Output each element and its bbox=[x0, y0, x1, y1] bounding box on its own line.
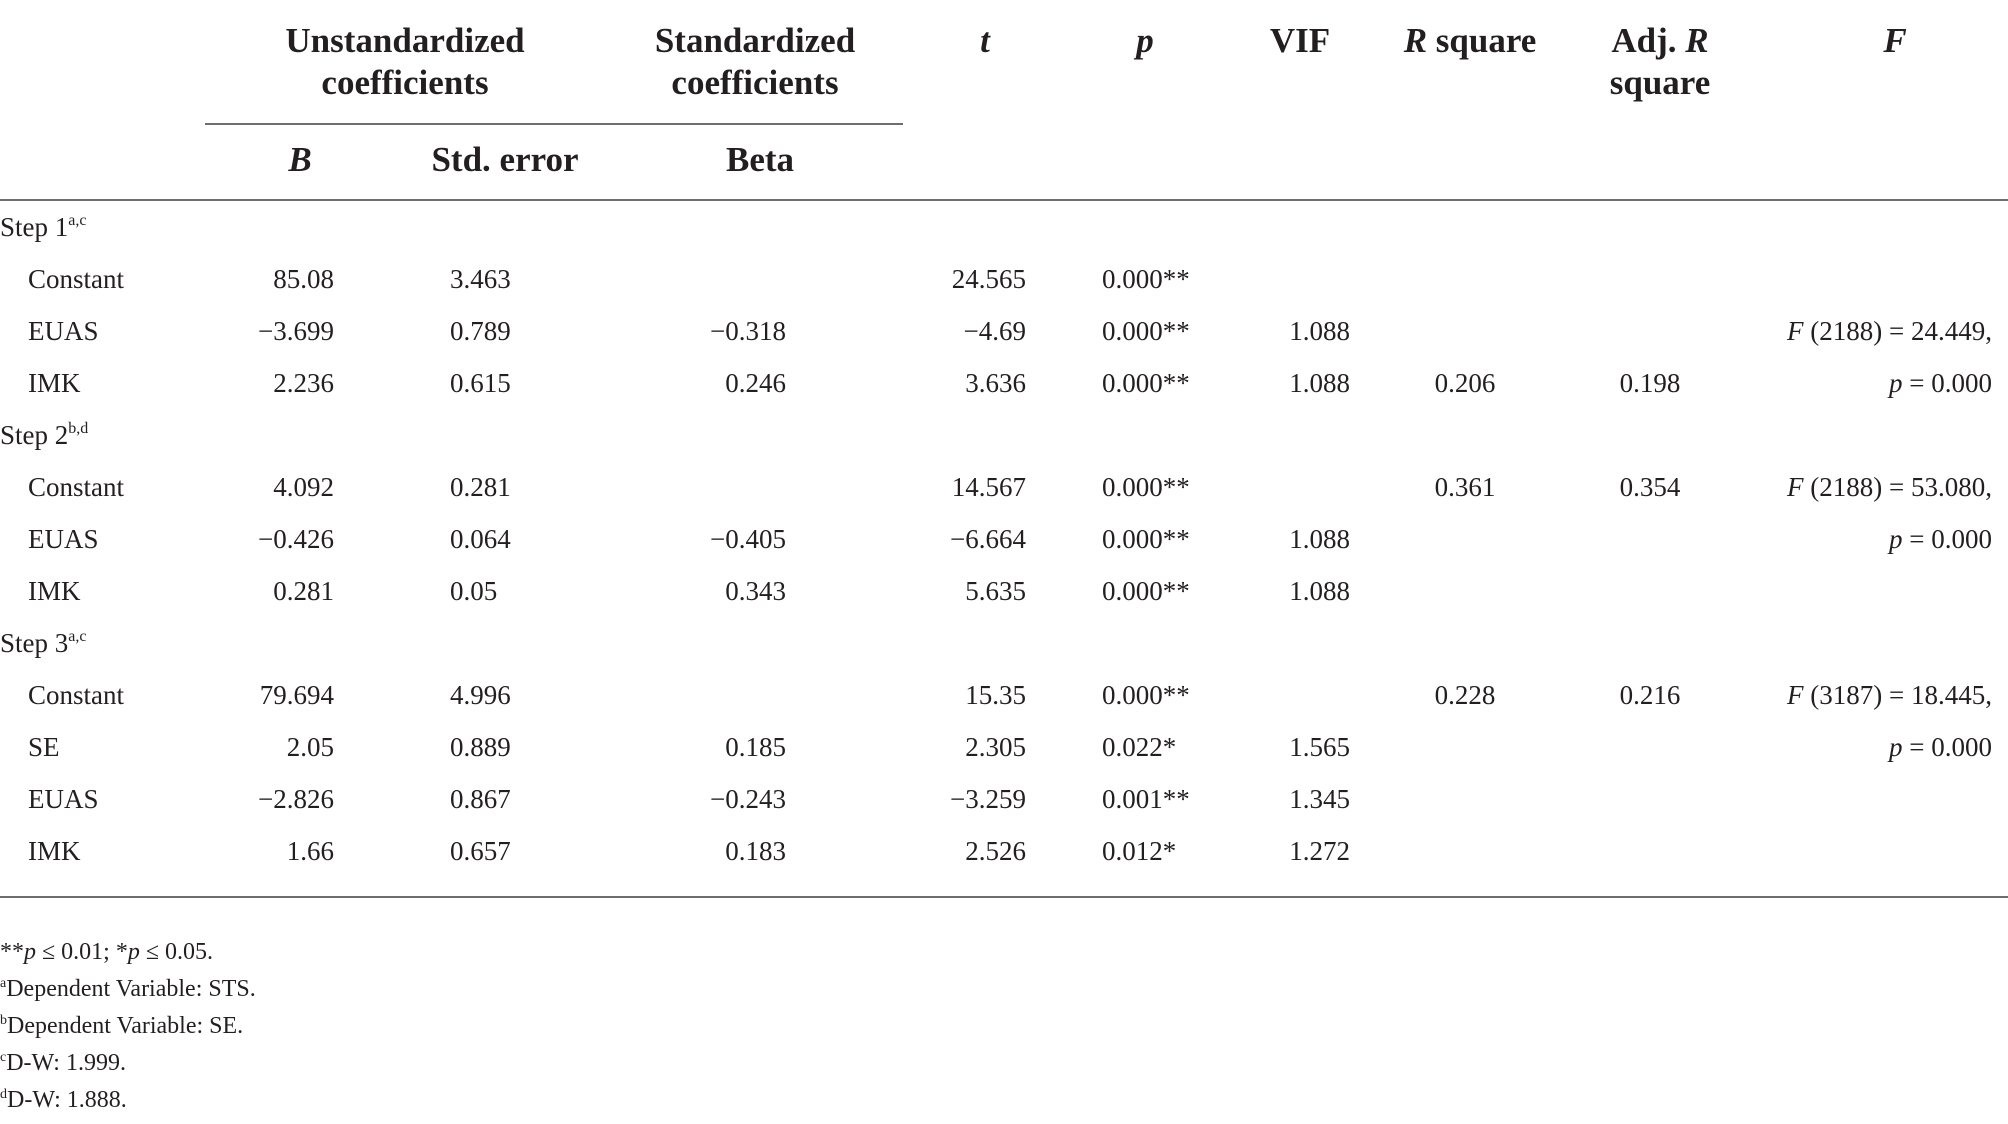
header-adj-line2: square bbox=[1609, 63, 1711, 102]
table-cell-beta: 0.183 bbox=[725, 836, 786, 866]
table-cell-beta: −0.243 bbox=[710, 784, 786, 814]
table-cell-t: −3.259 bbox=[950, 784, 1026, 814]
header-adj-r-square bbox=[1570, 20, 1750, 104]
table-cell-se: 0.889 bbox=[450, 732, 511, 762]
table-cell-se: 0.05 bbox=[450, 576, 498, 606]
table-cell-var: IMK bbox=[28, 576, 81, 606]
table-cell-f bbox=[1787, 470, 1992, 504]
header-f: F bbox=[1883, 21, 1907, 60]
table-cell-var: Constant bbox=[28, 472, 125, 502]
footnote-b: $^b$Dependent Variable: SE. bbox=[0, 1013, 244, 1039]
step-label-text: Step 2 bbox=[0, 420, 69, 450]
step-label-superscript: b,d bbox=[68, 420, 89, 437]
footnote-d: $^d$D-W: 1.888. bbox=[0, 1087, 127, 1113]
table-cell-var: IMK bbox=[28, 368, 81, 398]
table-cell-vif: 1.088 bbox=[1289, 368, 1350, 398]
table-cell-p: 0.000** bbox=[1102, 576, 1190, 606]
f-symbol: F bbox=[1787, 680, 1804, 710]
table-cell-p: 0.000** bbox=[1102, 680, 1190, 710]
table-cell-se: 0.657 bbox=[450, 836, 511, 866]
table-cell-b: 4.092 bbox=[273, 472, 334, 502]
table-cell-vif: 1.345 bbox=[1289, 784, 1350, 814]
table-cell-se: 0.789 bbox=[450, 316, 511, 346]
table-cell-var: SE bbox=[28, 732, 60, 762]
header-bottom-rule bbox=[0, 199, 2008, 201]
header-p: p bbox=[1136, 21, 1154, 60]
table-cell-beta: 0.246 bbox=[725, 368, 786, 398]
f-value: = 0.000 bbox=[1902, 368, 1992, 398]
step-label bbox=[0, 210, 86, 244]
step-label-superscript: a,c bbox=[68, 628, 87, 645]
table-cell-vif: 1.272 bbox=[1289, 836, 1350, 866]
header-adj-r: R bbox=[1685, 21, 1709, 60]
step-label-text: Step 3 bbox=[0, 628, 69, 658]
table-cell-se: 0.867 bbox=[450, 784, 511, 814]
table-cell-t: 24.565 bbox=[951, 264, 1026, 294]
table-cell-t: −6.664 bbox=[950, 524, 1026, 554]
table-cell-p: 0.001** bbox=[1102, 784, 1190, 814]
table-cell-var: Constant bbox=[28, 680, 125, 710]
table-cell-var: EUAS bbox=[28, 524, 99, 554]
group-header-rule bbox=[205, 123, 903, 125]
table-bottom-rule bbox=[0, 896, 2008, 898]
table-cell-f bbox=[1889, 730, 1992, 764]
header-vif: VIF bbox=[1269, 21, 1331, 60]
table-cell-adj: 0.198 bbox=[1619, 368, 1681, 398]
table-cell-b: 2.05 bbox=[286, 732, 334, 762]
header-standardized-coefficients: Standardized coefficients bbox=[654, 21, 856, 102]
table-cell-rsq: 0.206 bbox=[1434, 368, 1496, 398]
table-cell-b: 79.694 bbox=[259, 680, 334, 710]
table-cell-f bbox=[1787, 314, 1992, 348]
table-cell-se: 4.996 bbox=[450, 680, 511, 710]
table-cell-vif: 1.088 bbox=[1289, 524, 1350, 554]
f-value: (2188) = 53.080, bbox=[1803, 472, 1992, 502]
table-cell-beta: 0.185 bbox=[725, 732, 786, 762]
table-cell-adj: 0.354 bbox=[1619, 472, 1681, 502]
table-cell-var: IMK bbox=[28, 836, 81, 866]
header-r-square-text: square bbox=[1427, 21, 1537, 60]
table-cell-adj: 0.216 bbox=[1619, 680, 1681, 710]
table-cell-b: −3.699 bbox=[258, 316, 334, 346]
table-cell-b: 85.08 bbox=[273, 264, 334, 294]
table-cell-se: 3.463 bbox=[450, 264, 511, 294]
table-cell-f bbox=[1787, 678, 1992, 712]
table-cell-rsq: 0.228 bbox=[1434, 680, 1496, 710]
step-label-superscript: a,c bbox=[68, 212, 87, 229]
f-symbol: p bbox=[1889, 524, 1903, 554]
table-cell-t: 2.526 bbox=[965, 836, 1026, 866]
table-cell-se: 0.064 bbox=[450, 524, 511, 554]
header-t: t bbox=[980, 21, 990, 60]
header-r-square-r: R bbox=[1403, 21, 1428, 60]
table-cell-rsq: 0.361 bbox=[1434, 472, 1496, 502]
table-cell-vif: 1.088 bbox=[1289, 316, 1350, 346]
table-cell-b: 2.236 bbox=[273, 368, 334, 398]
table-cell-p: 0.012* bbox=[1102, 836, 1177, 866]
table-cell-vif: 1.565 bbox=[1289, 732, 1350, 762]
table-cell-b: 1.66 bbox=[286, 836, 334, 866]
f-value: = 0.000 bbox=[1902, 732, 1992, 762]
table-cell-p: 0.022* bbox=[1102, 732, 1177, 762]
table-cell-t: 2.305 bbox=[965, 732, 1026, 762]
footnote-c: $^c$D-W: 1.999. bbox=[0, 1050, 126, 1076]
table-cell-p: 0.000** bbox=[1102, 368, 1190, 398]
subheader-std-error: Std. error bbox=[431, 140, 579, 179]
header-adj-prefix: Adj. bbox=[1611, 21, 1686, 60]
table-cell-t: 15.35 bbox=[965, 680, 1026, 710]
footnote-significance: **p ≤ 0.01; *p ≤ 0.05. bbox=[0, 939, 214, 965]
table-cell-f bbox=[1889, 366, 1992, 400]
table-cell-b: −0.426 bbox=[258, 524, 334, 554]
table-cell-p: 0.000** bbox=[1102, 472, 1190, 502]
header-r-square bbox=[1380, 20, 1560, 62]
table-cell-f bbox=[1889, 522, 1992, 556]
table-cell-var: Constant bbox=[28, 264, 125, 294]
table-cell-p: 0.000** bbox=[1102, 524, 1190, 554]
table-cell-t: −4.69 bbox=[963, 316, 1026, 346]
table-cell-p: 0.000** bbox=[1102, 264, 1190, 294]
table-cell-p: 0.000** bbox=[1102, 316, 1190, 346]
table-cell-b: −2.826 bbox=[258, 784, 334, 814]
table-cell-t: 5.635 bbox=[965, 576, 1026, 606]
subheader-b: B bbox=[288, 140, 312, 179]
table-cell-var: EUAS bbox=[28, 316, 99, 346]
f-symbol: p bbox=[1889, 368, 1903, 398]
table-cell-beta: 0.343 bbox=[725, 576, 786, 606]
f-symbol: F bbox=[1787, 316, 1804, 346]
footnote-a: $^a$Dependent Variable: STS. bbox=[0, 976, 256, 1002]
table-cell-se: 0.281 bbox=[450, 472, 511, 502]
table-cell-var: EUAS bbox=[28, 784, 99, 814]
step-label bbox=[0, 626, 86, 660]
step-label bbox=[0, 418, 88, 452]
f-value: (3187) = 18.445, bbox=[1803, 680, 1992, 710]
step-label-text: Step 1 bbox=[0, 212, 69, 242]
table-cell-b: 0.281 bbox=[273, 576, 334, 606]
table-cell-beta: −0.405 bbox=[710, 524, 786, 554]
table-cell-vif: 1.088 bbox=[1289, 576, 1350, 606]
table-cell-beta: −0.318 bbox=[710, 316, 786, 346]
table-cell-se: 0.615 bbox=[450, 368, 511, 398]
f-symbol: p bbox=[1889, 732, 1903, 762]
table-cell-t: 3.636 bbox=[965, 368, 1026, 398]
f-value: = 0.000 bbox=[1902, 524, 1992, 554]
header-unstandardized-coefficients: Unstandardized coefficients bbox=[285, 21, 525, 102]
subheader-beta: Beta bbox=[725, 140, 795, 179]
f-symbol: F bbox=[1787, 472, 1804, 502]
table-cell-t: 14.567 bbox=[951, 472, 1026, 502]
f-value: (2188) = 24.449, bbox=[1803, 316, 1992, 346]
